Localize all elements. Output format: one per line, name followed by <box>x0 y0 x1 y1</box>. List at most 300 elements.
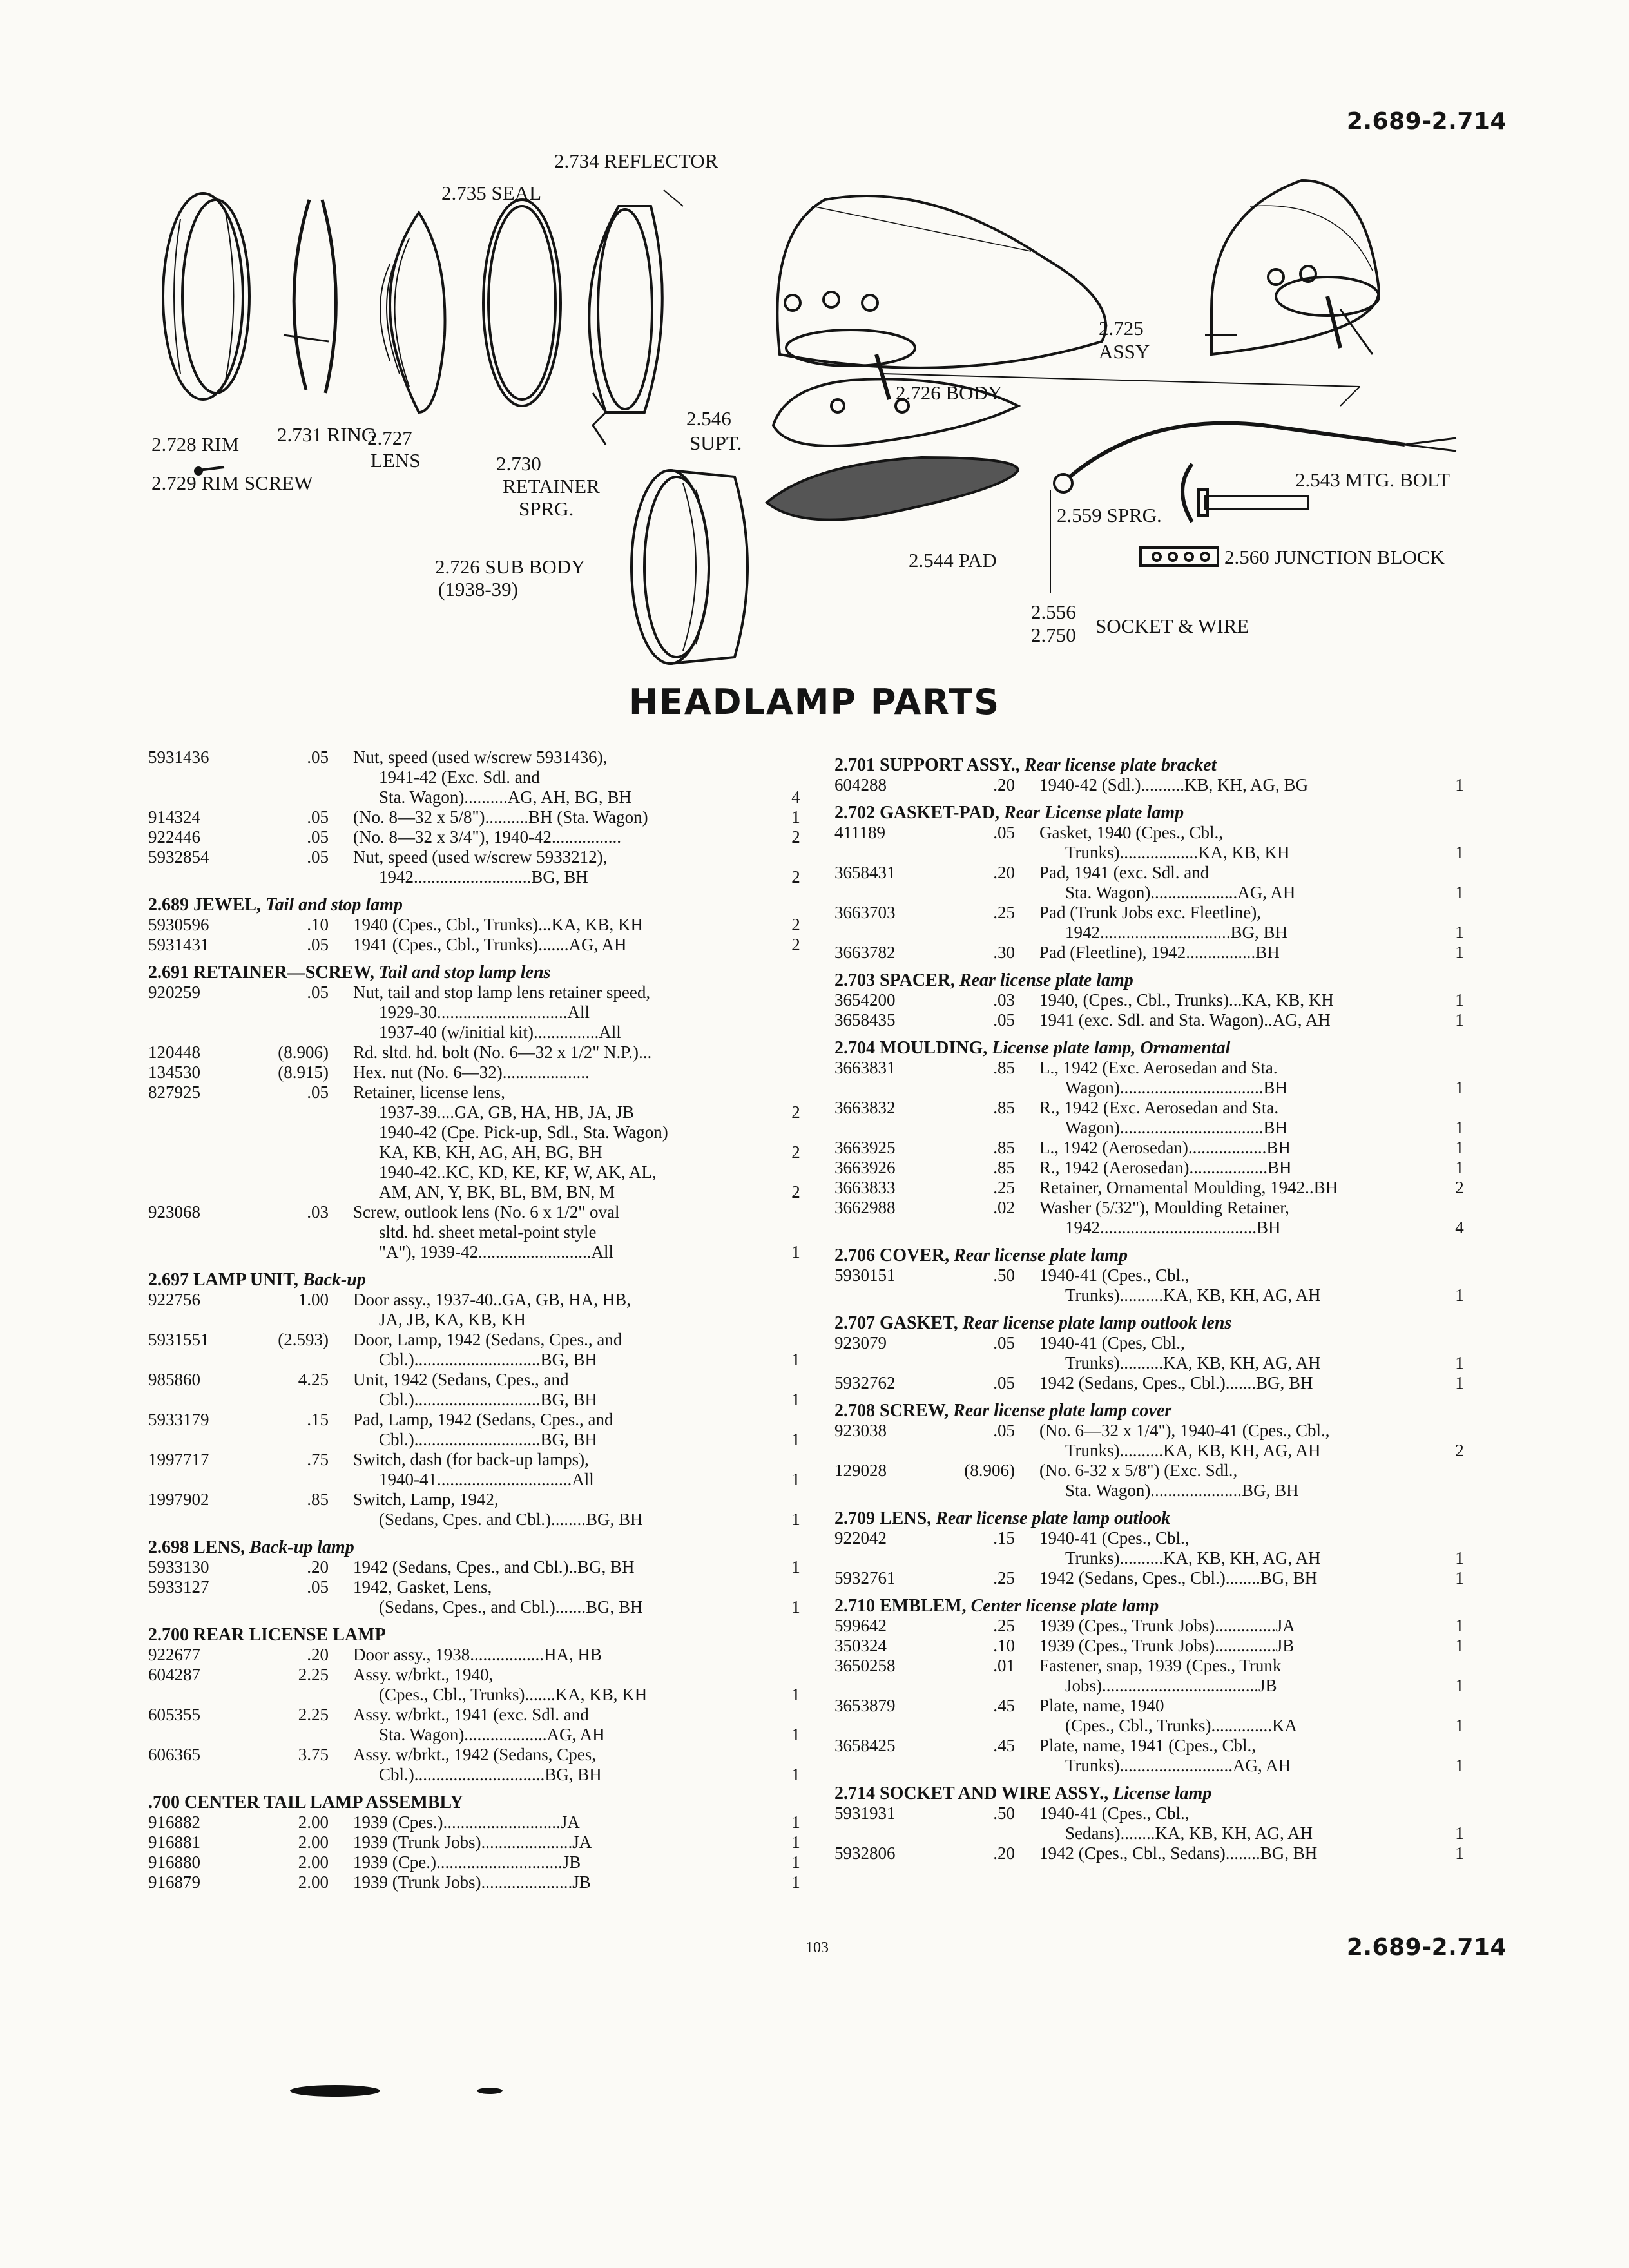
part-number: 916880 <box>148 1852 200 1872</box>
parts-row <box>834 1178 1479 1198</box>
section-heading <box>834 1038 1479 1058</box>
part-price: .05 <box>307 935 329 954</box>
description-line: 1940-42 (Sdl.)..........KB, KH, AG, BG <box>1039 775 1309 794</box>
parts-section <box>834 1401 1479 1501</box>
description-line: Trunks)..........KA, KB, KH, AG, AH <box>1065 1285 1321 1305</box>
part-description <box>353 1745 766 1785</box>
page-range-bottom: 2.689-2.714 <box>1346 1934 1507 1961</box>
part-description <box>353 1490 766 1530</box>
description-line: (No. 8—32 x 3/4"), 1940-42................ <box>353 827 621 847</box>
description-line: Gasket, 1940 (Cpes., Cbl., <box>1039 823 1223 842</box>
parts-row <box>834 823 1479 863</box>
part-description <box>1039 943 1420 963</box>
parts-row <box>834 1636 1479 1656</box>
description-line: 1939 (Cpe.).............................JB <box>353 1852 581 1872</box>
description-line: R., 1942 (Aerosedan)..................BH <box>1039 1158 1292 1177</box>
sub-body-drawing <box>631 470 747 664</box>
section-subtitle: Rear license plate lamp outlook <box>936 1508 1171 1528</box>
section-number: .700 <box>148 1792 180 1812</box>
part-price: .03 <box>307 1202 329 1222</box>
description-line: 1941 (exc. Sdl. and Sta. Wagon)..AG, AH <box>1039 1010 1331 1030</box>
description-line: 1942 (Sedans, Cpes., Cbl.)........BG, BH <box>1039 1568 1318 1588</box>
part-price: .20 <box>307 1557 329 1577</box>
part-price: .05 <box>307 983 329 1002</box>
part-price: .05 <box>307 1577 329 1597</box>
part-quantity: 1 <box>1455 943 1464 962</box>
part-quantity: 1 <box>791 1390 800 1409</box>
description-line: Trunks)..........KA, KB, KH, AG, AH <box>1065 1548 1321 1568</box>
part-quantity: 4 <box>1455 1218 1464 1237</box>
description-line: Cbl.).............................BG, BH <box>379 1390 598 1409</box>
part-price: .50 <box>993 1265 1015 1285</box>
parts-row <box>148 1490 818 1530</box>
part-quantity: 1 <box>1455 1616 1464 1635</box>
parts-row <box>148 1062 818 1082</box>
section-number: 2.704 <box>834 1038 875 1058</box>
part-quantity: 2 <box>1455 1178 1464 1197</box>
parts-row <box>148 1410 818 1450</box>
part-description <box>353 1202 766 1262</box>
part-quantity: 2 <box>791 915 800 934</box>
parts-row <box>148 807 818 827</box>
section-number: 2.706 <box>834 1245 875 1265</box>
description-line: Trunks)..........KA, KB, KH, AG, AH <box>1065 1441 1321 1460</box>
part-description <box>1039 1656 1420 1696</box>
parts-row <box>148 1645 818 1665</box>
part-quantity: 1 <box>1455 1010 1464 1030</box>
part-quantity: 1 <box>1455 1548 1464 1568</box>
part-number: 134530 <box>148 1062 200 1082</box>
part-description <box>353 1330 766 1370</box>
part-quantity: 1 <box>1455 1676 1464 1695</box>
part-description <box>353 983 766 1043</box>
section-name: GASKET, <box>880 1313 958 1333</box>
section-subtitle: License plate lamp, Ornamental <box>992 1038 1231 1058</box>
part-description <box>353 847 766 887</box>
label-retainer-number: 2.730 <box>496 452 541 475</box>
section-name: SCREW, <box>880 1401 949 1421</box>
part-price: .05 <box>993 1373 1015 1392</box>
part-description <box>353 1832 766 1852</box>
parts-row <box>834 775 1479 795</box>
section-heading <box>834 1596 1479 1616</box>
junction-block-drawing <box>1141 548 1218 566</box>
part-quantity: 2 <box>791 1182 800 1202</box>
parts-row <box>148 1832 818 1852</box>
description-line: JA, JB, KA, KB, KH <box>379 1310 526 1329</box>
section-heading <box>834 1245 1479 1265</box>
part-number: 3663925 <box>834 1138 896 1157</box>
part-number: 922677 <box>148 1645 200 1664</box>
part-number: 3654200 <box>834 990 896 1010</box>
description-line: Cbl.).............................BG, BH <box>379 1430 598 1449</box>
part-quantity: 1 <box>1455 1823 1464 1843</box>
parts-row <box>148 827 818 847</box>
section-subtitle: Rear license plate lamp <box>954 1245 1128 1265</box>
section-number: 2.714 <box>834 1783 875 1803</box>
part-description <box>1039 1736 1420 1776</box>
description-line: (Sedans, Cpes. and Cbl.)........BG, BH <box>379 1510 643 1529</box>
description-line: 1940-42..KC, KD, KE, KF, W, AK, AL, <box>379 1162 657 1182</box>
part-price: 2.25 <box>298 1665 329 1684</box>
part-price: (8.915) <box>278 1062 329 1082</box>
part-number: 599642 <box>834 1616 887 1635</box>
section-name: SPACER, <box>880 970 955 990</box>
parts-row <box>148 1043 818 1062</box>
part-number: 5932762 <box>834 1373 896 1392</box>
section-heading <box>148 1537 818 1557</box>
description-line: 1939 (Trunk Jobs).....................JB <box>353 1872 591 1892</box>
parts-section <box>834 755 1479 795</box>
part-description <box>353 1645 766 1665</box>
label-spring: 2.559 SPRG. <box>1057 504 1162 526</box>
part-quantity: 1 <box>791 1350 800 1369</box>
part-description <box>1039 1198 1420 1238</box>
description-line: 1942 (Sedans, Cpes., and Cbl.)..BG, BH <box>353 1557 635 1577</box>
label-retainer-spring: SPRG. <box>519 497 574 520</box>
part-number: 3663833 <box>834 1178 896 1197</box>
description-line: Door, Lamp, 1942 (Sedans, Cpes., and <box>353 1330 622 1349</box>
description-line: (No. 6—32 x 1/4"), 1940-41 (Cpes., Cbl., <box>1039 1421 1330 1440</box>
part-number: 5932854 <box>148 847 209 867</box>
parts-row <box>834 863 1479 903</box>
section-heading <box>834 1508 1479 1528</box>
parts-row <box>148 1082 818 1202</box>
part-price: .05 <box>993 1010 1015 1030</box>
part-price: .10 <box>307 915 329 934</box>
description-line: Pad, 1941 (exc. Sdl. and <box>1039 863 1210 882</box>
part-description <box>353 1557 766 1577</box>
part-price: .20 <box>993 775 1015 794</box>
parts-row <box>148 1872 818 1892</box>
part-number: 5931551 <box>148 1330 209 1349</box>
description-line: 1942 (Cpes., Cbl., Sedans)........BG, BH <box>1039 1843 1318 1863</box>
section-name: LENS, <box>880 1508 932 1528</box>
description-line: (Cpes., Cbl., Trunks).......KA, KB, KH <box>379 1685 648 1704</box>
part-quantity: 1 <box>791 1685 800 1704</box>
section-subtitle: Tail and stop lamp lens <box>378 963 551 983</box>
part-description <box>353 935 766 955</box>
part-number: 916879 <box>148 1872 200 1892</box>
description-line: 1939 (Cpes., Trunk Jobs)..............JB <box>1039 1636 1295 1655</box>
part-number: 350324 <box>834 1636 887 1655</box>
description-line: (Sedans, Cpes., and Cbl.).......BG, BH <box>379 1597 643 1617</box>
part-number: 914324 <box>148 807 200 827</box>
part-quantity: 2 <box>791 1102 800 1122</box>
label-lens: LENS <box>371 449 421 472</box>
section-heading <box>148 1270 818 1290</box>
part-number: 5933130 <box>148 1557 209 1577</box>
part-number: 923079 <box>834 1333 887 1352</box>
section-heading <box>148 1792 818 1812</box>
part-price: (8.906) <box>278 1043 329 1062</box>
description-line: "A"), 1939-42..........................All <box>379 1242 614 1262</box>
part-number: 604287 <box>148 1665 200 1684</box>
section-heading <box>834 1783 1479 1803</box>
part-description <box>1039 1421 1420 1461</box>
part-quantity: 2 <box>791 827 800 847</box>
part-description <box>1039 1636 1420 1656</box>
part-quantity: 1 <box>1455 1353 1464 1372</box>
part-description <box>353 1043 766 1062</box>
section-number: 2.701 <box>834 755 875 775</box>
part-description <box>353 1370 766 1410</box>
part-quantity: 1 <box>791 1872 800 1892</box>
description-line: Door assy., 1938.................HA, HB <box>353 1645 602 1664</box>
description-line: Jobs)....................................JB <box>1065 1676 1277 1695</box>
section-heading <box>834 970 1479 990</box>
description-line: Trunks)..........KA, KB, KH, AG, AH <box>1065 1353 1321 1372</box>
part-price: 1.00 <box>298 1290 329 1309</box>
description-line: 1942, Gasket, Lens, <box>353 1577 492 1597</box>
part-number: 916882 <box>148 1812 200 1832</box>
description-line: Assy. w/brkt., 1942 (Sedans, Cpes, <box>353 1745 596 1764</box>
parts-row <box>834 990 1479 1010</box>
part-number: 920259 <box>148 983 200 1002</box>
section-subtitle: License lamp <box>1113 1783 1212 1803</box>
parts-row <box>834 1373 1479 1393</box>
part-number: 5933127 <box>148 1577 209 1597</box>
part-price: .15 <box>993 1528 1015 1548</box>
part-description <box>1039 1010 1420 1030</box>
ring-drawing <box>284 200 336 393</box>
description-line: (Cpes., Cbl., Trunks)..............KA <box>1065 1716 1298 1735</box>
parts-section <box>834 803 1479 963</box>
section-name: SOCKET AND WIRE ASSY., <box>880 1783 1109 1803</box>
part-description <box>1039 823 1420 863</box>
part-number: 5930151 <box>834 1265 896 1285</box>
parts-row <box>834 1058 1479 1098</box>
description-line: 1940-41 (Cpes., Cbl., <box>1039 1803 1190 1823</box>
description-line: Sedans)........KA, KB, KH, AG, AH <box>1065 1823 1313 1843</box>
part-price: .15 <box>307 1410 329 1429</box>
part-price: .01 <box>993 1656 1015 1675</box>
part-quantity: 1 <box>791 1597 800 1617</box>
part-description <box>1039 1058 1420 1098</box>
part-description <box>353 747 766 807</box>
part-number: 120448 <box>148 1043 200 1062</box>
parts-section <box>148 747 818 887</box>
section-name: REAR LICENSE LAMP <box>193 1625 386 1645</box>
section-subtitle: Tail and stop lamp <box>265 895 403 915</box>
description-line: 1940-42 (Cpe. Pick-up, Sdl., Sta. Wagon) <box>379 1122 668 1142</box>
section-number: 2.691 <box>148 963 189 983</box>
parts-row <box>834 1158 1479 1178</box>
part-price: (8.906) <box>964 1461 1015 1480</box>
label-assy: ASSY <box>1099 340 1150 363</box>
section-heading <box>834 1401 1479 1421</box>
part-quantity: 1 <box>1455 775 1464 794</box>
parts-row <box>834 1736 1479 1776</box>
label-sub-body-years: (1938-39) <box>438 578 518 601</box>
description-line: Plate, name, 1941 (Cpes., Cbl., <box>1039 1736 1256 1755</box>
part-quantity: 1 <box>1455 1716 1464 1735</box>
description-line: Trunks)..................KA, KB, KH <box>1065 843 1290 862</box>
part-number: 3663832 <box>834 1098 896 1117</box>
parts-section <box>148 895 818 955</box>
part-description <box>1039 1333 1420 1373</box>
part-number: 985860 <box>148 1370 200 1389</box>
label-body: 2.726 BODY <box>896 381 1003 404</box>
part-price: .05 <box>307 807 329 827</box>
section-number: 2.697 <box>148 1270 189 1290</box>
part-price: .20 <box>307 1645 329 1664</box>
section-number: 2.703 <box>834 970 875 990</box>
description-line: sltd. hd. sheet metal-point style <box>379 1222 597 1242</box>
part-number: 3658425 <box>834 1736 896 1755</box>
parts-row <box>834 903 1479 943</box>
part-number: 5932761 <box>834 1568 896 1588</box>
label-reflector: 2.734 REFLECTOR <box>554 149 718 172</box>
part-description <box>353 1665 766 1705</box>
part-description <box>353 1812 766 1832</box>
part-number: 3663831 <box>834 1058 896 1077</box>
section-number: 2.709 <box>834 1508 875 1528</box>
part-price: .85 <box>993 1158 1015 1177</box>
parts-section <box>148 1270 818 1530</box>
part-quantity: 2 <box>791 867 800 887</box>
description-line: 1940 (Cpes., Cbl., Trunks)...KA, KB, KH <box>353 915 644 934</box>
section-subtitle: Rear license plate lamp cover <box>953 1401 1172 1421</box>
part-quantity: 1 <box>791 807 800 827</box>
label-seal: 2.735 SEAL <box>441 182 541 204</box>
part-description <box>353 1290 766 1330</box>
section-subtitle: Rear license plate lamp <box>959 970 1133 990</box>
label-support-number: 2.546 <box>686 407 731 430</box>
description-line: 1941 (Cpes., Cbl., Trunks).......AG, AH <box>353 935 627 954</box>
pad-drawing <box>767 457 1018 520</box>
section-name: JEWEL, <box>193 895 262 915</box>
part-description <box>1039 903 1420 943</box>
parts-section <box>834 1245 1479 1305</box>
part-quantity: 1 <box>1455 1118 1464 1137</box>
parts-row <box>148 1450 818 1490</box>
part-number: 5932806 <box>834 1843 896 1863</box>
label-pad: 2.544 PAD <box>909 549 997 572</box>
parts-row <box>834 1421 1479 1461</box>
description-line: KA, KB, KH, AG, AH, BG, BH <box>379 1142 602 1162</box>
part-price: 2.00 <box>298 1812 329 1832</box>
part-quantity: 1 <box>1455 1756 1464 1775</box>
part-quantity: 2 <box>791 1142 800 1162</box>
part-quantity: 1 <box>1455 1843 1464 1863</box>
parts-row <box>148 983 818 1043</box>
part-number: 5931431 <box>148 935 209 954</box>
description-line: (No. 6-32 x 5/8") (Exc. Sdl., <box>1039 1461 1238 1480</box>
description-line: (No. 8—32 x 5/8")..........BH (Sta. Wagon) <box>353 807 648 827</box>
description-line: Sta. Wagon)...................AG, AH <box>379 1725 605 1744</box>
section-heading <box>148 895 818 915</box>
part-quantity: 1 <box>1455 1373 1464 1392</box>
part-number: 923068 <box>148 1202 200 1222</box>
label-ring: 2.731 RING <box>277 423 376 446</box>
right-column <box>834 755 1479 1871</box>
description-line: Assy. w/brkt., 1941 (exc. Sdl. and <box>353 1705 589 1724</box>
description-line: R., 1942 (Exc. Aerosedan and Sta. <box>1039 1098 1279 1117</box>
part-price: .85 <box>993 1138 1015 1157</box>
parts-section <box>834 1038 1479 1238</box>
description-line: Trunks)..........................AG, AH <box>1065 1756 1291 1775</box>
part-price: 2.25 <box>298 1705 329 1724</box>
parts-row <box>834 1616 1479 1636</box>
description-line: 1940-41 (Cpes, Cbl., <box>1039 1333 1185 1352</box>
part-price: .25 <box>993 1568 1015 1588</box>
part-price: .85 <box>993 1098 1015 1117</box>
parts-row <box>834 1461 1479 1501</box>
section-heading <box>148 1625 818 1645</box>
part-description <box>1039 1696 1420 1736</box>
description-line: Sta. Wagon).....................BG, BH <box>1065 1481 1299 1500</box>
part-price: .05 <box>307 827 329 847</box>
parts-row <box>834 1696 1479 1736</box>
part-number: 3663926 <box>834 1158 896 1177</box>
parts-row <box>834 1138 1479 1158</box>
parts-row <box>148 935 818 955</box>
retainer-spring-drawing <box>593 393 606 445</box>
part-quantity: 1 <box>1455 923 1464 942</box>
part-description <box>1039 1461 1420 1501</box>
part-description <box>1039 1265 1420 1305</box>
label-rim: 2.728 RIM <box>151 433 240 456</box>
section-heading <box>834 755 1479 775</box>
label-socket-number-1: 2.556 <box>1031 601 1076 623</box>
part-price: .25 <box>993 1616 1015 1635</box>
section-subtitle: Back-up <box>302 1270 366 1290</box>
parts-row <box>148 1370 818 1410</box>
assembly-drawing <box>1211 180 1379 354</box>
part-quantity: 1 <box>1455 883 1464 902</box>
part-number: 923038 <box>834 1421 887 1440</box>
section-number: 2.708 <box>834 1401 875 1421</box>
part-quantity: 1 <box>1455 1138 1464 1157</box>
parts-row <box>148 915 818 935</box>
part-price: .02 <box>993 1198 1015 1217</box>
label-rim-screw: 2.729 RIM SCREW <box>151 472 313 494</box>
description-line: Assy. w/brkt., 1940, <box>353 1665 494 1684</box>
part-price: .05 <box>307 847 329 867</box>
part-description <box>1039 1803 1420 1843</box>
description-line: Wagon).................................BH <box>1065 1118 1288 1137</box>
parts-section <box>834 1313 1479 1393</box>
section-name: COVER, <box>880 1245 950 1265</box>
part-price: .85 <box>993 1058 1015 1077</box>
parts-section <box>834 1596 1479 1776</box>
part-price: .03 <box>993 990 1015 1010</box>
section-subtitle: Center license plate lamp <box>970 1596 1159 1616</box>
part-quantity: 2 <box>791 935 800 954</box>
parts-row <box>148 1557 818 1577</box>
parts-row <box>834 1098 1479 1138</box>
description-line: L., 1942 (Exc. Aerosedan and Sta. <box>1039 1058 1278 1077</box>
part-quantity: 1 <box>791 1430 800 1449</box>
section-name: MOULDING, <box>880 1038 988 1058</box>
section-number: 2.700 <box>148 1625 189 1645</box>
description-line: Unit, 1942 (Sedans, Cpes., and <box>353 1370 569 1389</box>
part-quantity: 1 <box>1455 1158 1464 1177</box>
label-socket-number-2: 2.750 <box>1031 624 1076 646</box>
label-lens-number: 2.727 <box>367 427 412 449</box>
part-number: 411189 <box>834 823 885 842</box>
part-quantity: 1 <box>1455 843 1464 862</box>
part-price: .05 <box>993 823 1015 842</box>
label-sub-body: 2.726 SUB BODY <box>435 555 586 578</box>
part-number: 5930596 <box>148 915 209 934</box>
label-mounting-bolt: 2.543 MTG. BOLT <box>1295 468 1450 491</box>
parts-section <box>148 1625 818 1785</box>
part-description <box>353 1705 766 1745</box>
parts-section <box>834 1508 1479 1588</box>
seal-drawing <box>483 200 561 406</box>
